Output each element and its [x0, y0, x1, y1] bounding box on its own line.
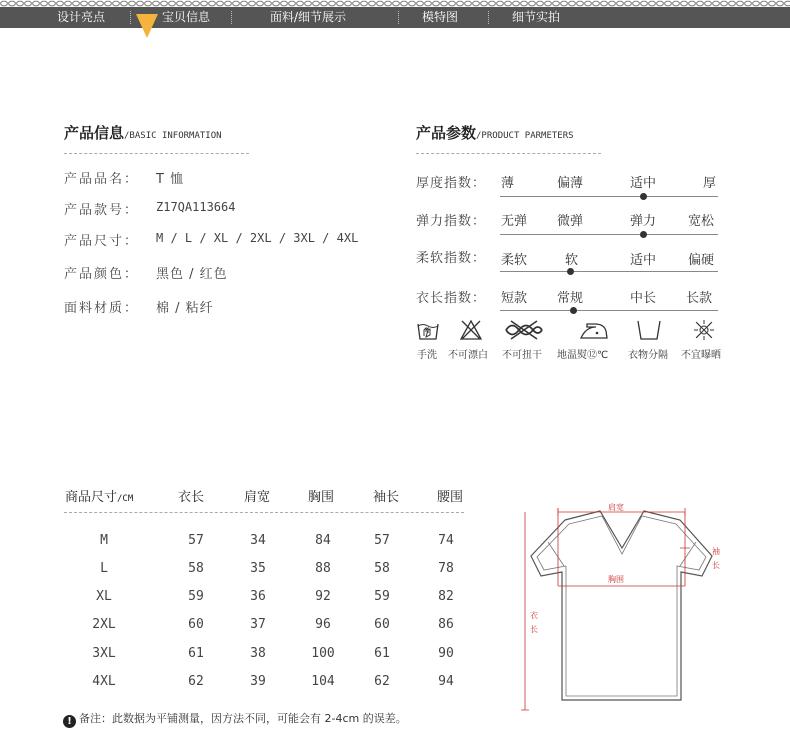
active-nav-indicator	[136, 14, 158, 38]
param-option: 适中	[630, 176, 657, 191]
size-table-cell: 59	[374, 589, 390, 604]
nav-item-design[interactable]: 设计亮点	[57, 10, 106, 24]
param-option: 宽松	[688, 214, 715, 229]
size-table-cell: 82	[438, 589, 454, 604]
param-scale-line	[500, 310, 718, 311]
size-table-cell: 35	[250, 561, 266, 576]
param-scale-line	[500, 271, 718, 272]
nav-item-product-info[interactable]: 宝贝信息	[162, 10, 211, 24]
nav-item-fabric[interactable]: 面料/细节展示	[270, 10, 347, 24]
product-info-heading	[64, 122, 222, 143]
size-table-size-cell: 3XL	[92, 646, 116, 661]
separate-wash-icon	[635, 318, 663, 342]
size-table-cell: 61	[374, 646, 390, 661]
param-option: 柔软	[501, 253, 528, 268]
size-table-cell: 78	[438, 561, 454, 576]
size-table-cell: 60	[188, 617, 204, 632]
info-value-style-no: Z17QA113664	[156, 200, 236, 214]
param-selected-dot	[567, 268, 574, 275]
care-label: 地温熨⑫℃	[557, 350, 609, 361]
size-table-cell: 86	[438, 617, 454, 632]
size-table-size-cell: M	[100, 533, 108, 548]
size-table-size-cell: L	[100, 561, 108, 576]
size-table-cell: 39	[250, 674, 266, 689]
size-table-header-size: 商品尺寸/CM	[65, 490, 134, 505]
shoulder-label: 肩宽	[608, 503, 624, 512]
size-table-cell: 34	[250, 533, 266, 548]
sleeve-label-1: 袖	[712, 547, 720, 556]
size-table-cell: 100	[311, 646, 335, 661]
size-table-header: 袖长	[373, 490, 400, 505]
size-table-cell: 57	[374, 533, 390, 548]
length-measure-line	[521, 512, 529, 710]
param-option: 偏薄	[557, 176, 584, 191]
size-table-header: 衣长	[178, 490, 205, 505]
size-table-cell: 92	[315, 589, 331, 604]
care-label: 手洗	[417, 350, 437, 361]
size-table-size-cell: 2XL	[92, 617, 116, 632]
size-table-header: 肩宽	[244, 490, 271, 505]
size-table-size-cell: 4XL	[92, 674, 116, 689]
param-selected-dot	[640, 231, 647, 238]
nav-item-detail-photos[interactable]: 细节实拍	[512, 10, 561, 24]
size-table-cell: 104	[311, 674, 335, 689]
size-table-header: 腰围	[437, 490, 464, 505]
size-table-cell: 37	[250, 617, 266, 632]
divider	[416, 153, 601, 154]
param-selected-dot	[570, 307, 577, 314]
size-table-cell: 88	[315, 561, 331, 576]
size-table-cell: 90	[438, 646, 454, 661]
param-option: 中长	[630, 291, 657, 306]
size-table-cell: 96	[315, 617, 331, 632]
size-table-cell: 58	[374, 561, 390, 576]
param-option: 厚	[703, 176, 717, 191]
param-option: 薄	[501, 176, 515, 191]
size-table-cell: 74	[438, 533, 454, 548]
size-table-cell: 57	[188, 533, 204, 548]
size-table-size-cell: XL	[96, 589, 112, 604]
param-selected-dot	[640, 193, 647, 200]
size-table-cell: 38	[250, 646, 266, 661]
param-option: 软	[565, 253, 579, 268]
param-option: 微弹	[557, 214, 584, 229]
length-label-2: 长	[530, 625, 538, 634]
param-scale-line	[500, 196, 718, 197]
length-label-1: 衣	[530, 611, 538, 620]
size-table-cell: 94	[438, 674, 454, 689]
info-value-size: M / L / XL / 2XL / 3XL / 4XL	[156, 231, 359, 245]
nav-separator	[130, 11, 131, 24]
param-option: 无弹	[501, 214, 528, 229]
no-sun-icon	[692, 318, 716, 342]
info-label-material: 面料材质：	[64, 301, 140, 316]
top-nav-bar	[0, 7, 790, 28]
size-table-cell: 59	[188, 589, 204, 604]
nav-separator	[488, 11, 489, 24]
product-info-subtitle: /BASIC INFORMATION	[124, 131, 222, 141]
param-label-length: 衣长指数：	[416, 291, 487, 306]
chest-label: 胸围	[608, 575, 624, 584]
info-value-color: 黑色 / 红色	[156, 267, 228, 282]
info-label-style-no: 产品款号：	[64, 203, 140, 218]
nav-separator	[398, 11, 399, 24]
size-table-cell: 62	[188, 674, 204, 689]
care-label: 衣物分隔	[628, 350, 668, 361]
hand-wash-icon	[416, 318, 440, 342]
param-option: 常规	[557, 291, 584, 306]
param-label-softness: 柔软指数：	[416, 251, 487, 266]
info-value-material: 棉 / 粘纤	[156, 301, 214, 316]
top-pattern-strip	[0, 0, 790, 7]
nav-item-model[interactable]: 模特图	[422, 10, 459, 24]
param-option: 偏硬	[688, 253, 715, 268]
param-label-thickness: 厚度指数：	[416, 176, 487, 191]
no-wring-icon	[503, 318, 545, 342]
warning-icon: !	[63, 715, 76, 728]
size-table-cell: 62	[374, 674, 390, 689]
tshirt-measurement-diagram	[520, 500, 720, 715]
param-option: 短款	[501, 291, 528, 306]
care-label: 不可漂白	[448, 350, 488, 361]
size-table-cell: 60	[374, 617, 390, 632]
divider	[64, 153, 249, 154]
sleeve-label-2: 长	[712, 561, 720, 570]
product-params-title: 产品参数	[416, 124, 477, 142]
measurement-note	[63, 710, 407, 728]
size-table-cell: 36	[250, 589, 266, 604]
param-option: 适中	[630, 253, 657, 268]
param-scale-line	[500, 234, 718, 235]
nav-separator	[231, 11, 232, 24]
iron-icon	[578, 318, 610, 342]
info-value-name: T 恤	[156, 172, 185, 187]
care-label: 不可扭干	[502, 350, 542, 361]
info-label-size: 产品尺寸：	[64, 234, 140, 249]
param-label-elasticity: 弹力指数：	[416, 214, 487, 229]
size-table-cell: 84	[315, 533, 331, 548]
care-label: 不宜曝晒	[681, 350, 721, 361]
note-text: 备注：此数据为平铺测量，因方法不同，可能会有 2-4cm 的误差。	[79, 712, 407, 725]
no-bleach-icon	[458, 318, 484, 342]
size-table-header: 胸围	[308, 490, 335, 505]
product-info-title: 产品信息	[64, 124, 125, 142]
param-option: 弹力	[630, 214, 657, 229]
param-option: 长款	[686, 291, 713, 306]
size-table-cell: 58	[188, 561, 204, 576]
product-params-subtitle: /PRODUCT PARMETERS	[476, 131, 574, 141]
info-label-name: 产品品名：	[64, 172, 140, 187]
divider	[64, 512, 464, 513]
product-params-heading	[416, 122, 574, 143]
size-table-cell: 61	[188, 646, 204, 661]
info-label-color: 产品颜色：	[64, 267, 140, 282]
